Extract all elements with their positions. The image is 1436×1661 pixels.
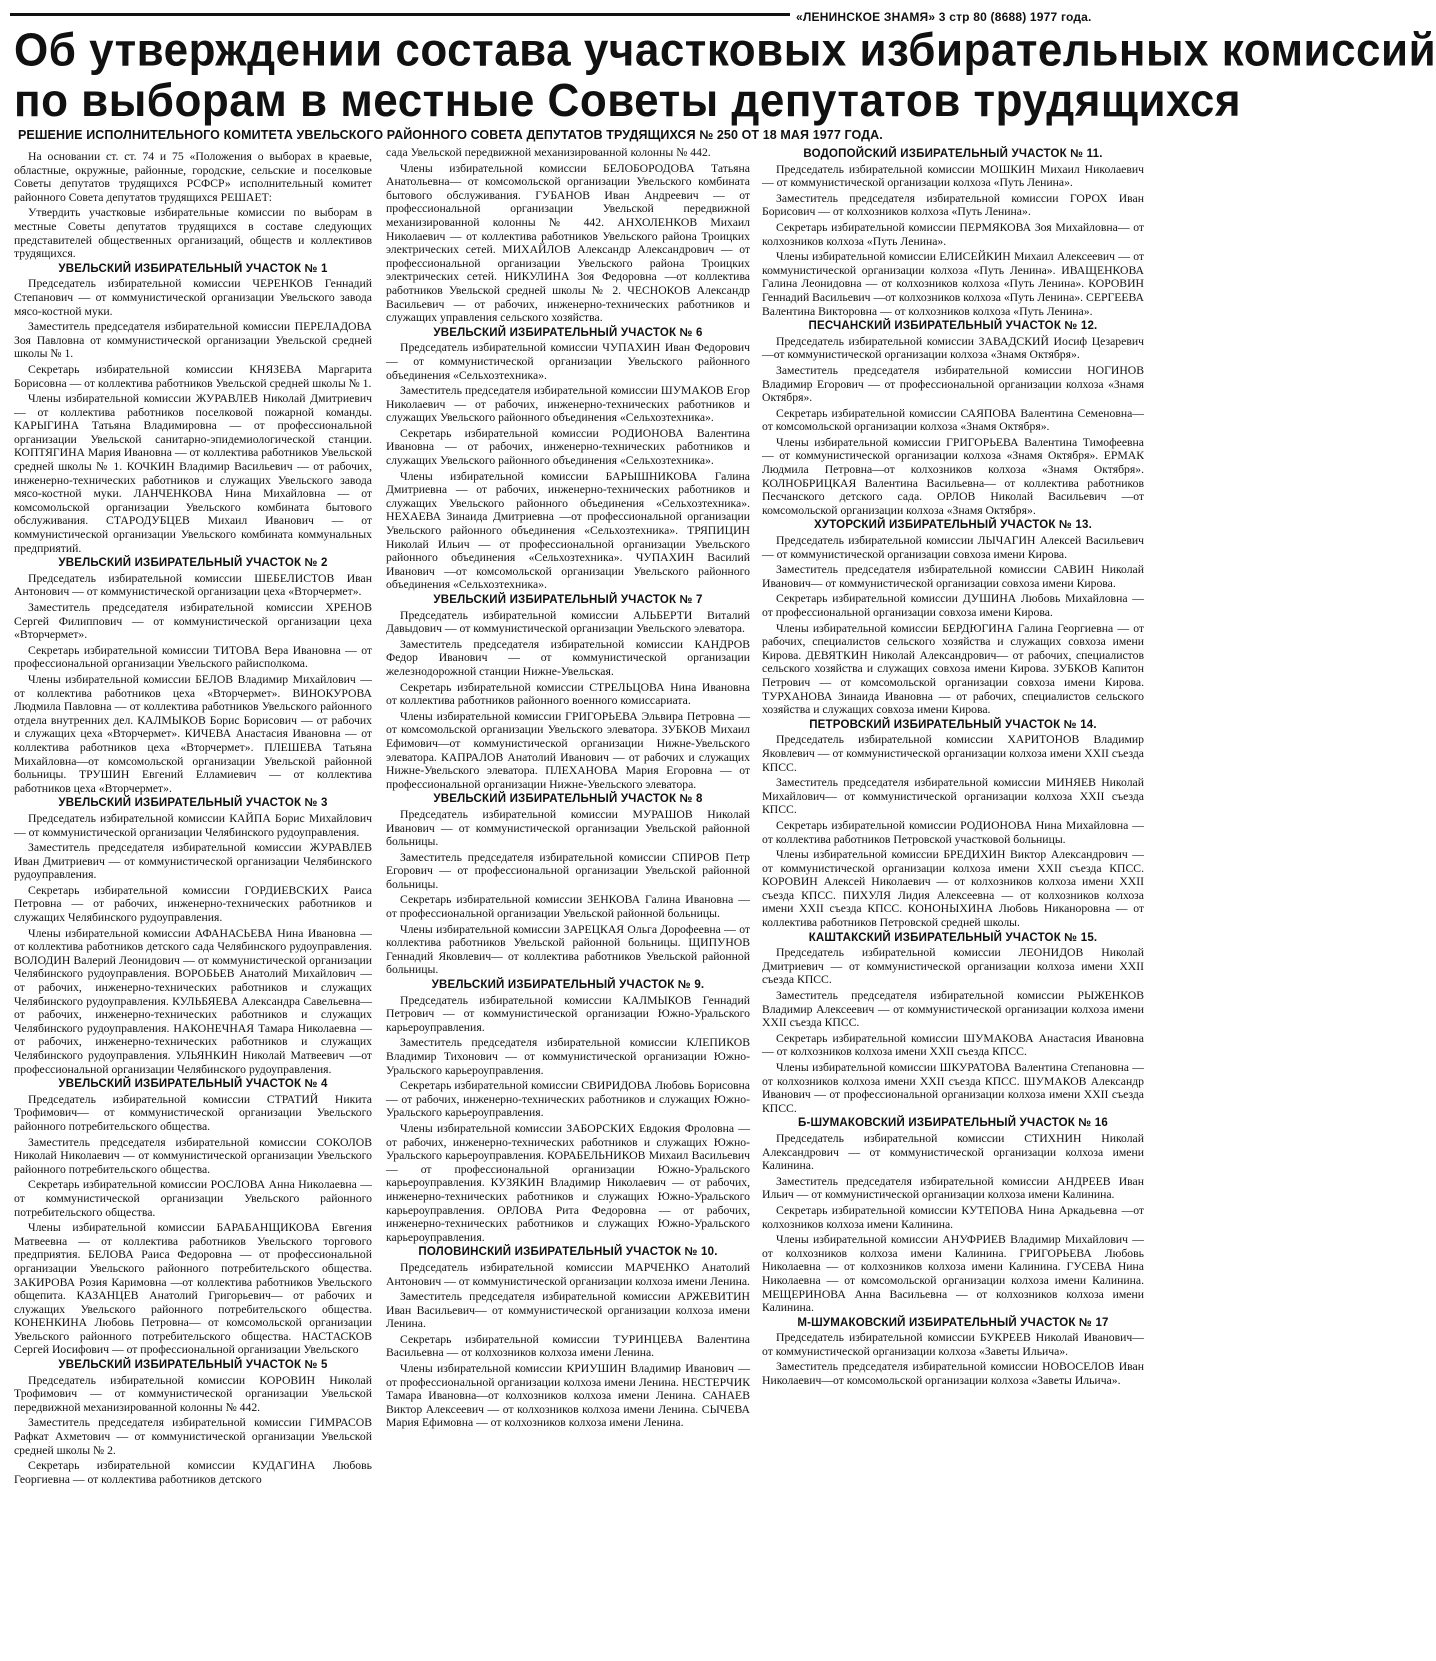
paragraph: Члены избирательной комиссии ГРИГОРЬЕВА Эльвира Петровна — от комсомольской организации Увельского элеватора. ЗУБКОВ Михаил Ефимович—от коммунистической организации Нижне-Увельского элеватора. КАПРАЛОВ Анатолий Иванович — от рабочих и служащих Нижне-Увельского элеватора. ПЛЕХАНОВА Мария Егоровна — от профессиональной организации Нижне-Увельского элеватора. bbox=[386, 709, 750, 791]
section-title: ПЕСЧАНСКИЙ ИЗБИРАТЕЛЬНЫЙ УЧАСТОК № 12. bbox=[808, 320, 1098, 333]
paragraph: Председатель избирательной комиссии АЛЬБЕРТИ Виталий Давыдович — от коммунистической организации Увельского элеватора. bbox=[386, 608, 750, 636]
section-title: ХУТОРСКИЙ ИЗБИРАТЕЛЬНЫЙ УЧАСТОК № 13. bbox=[814, 519, 1092, 532]
paragraph: Заместитель председателя избирательной комиссии МИНЯЕВ Николай Михайлович— от коммунистической организации колхоза XXII съезда КПСС. bbox=[762, 776, 1144, 817]
paragraph: Заместитель председателя избирательной комиссии РЫЖЕНКОВ Владимир Алексеевич — от коммунистической организации колхоза имени XXII съезда КПСС. bbox=[762, 989, 1144, 1030]
paragraph: Члены избирательной комиссии БАРАБАНЩИКОВА Евгения Матвеевна — от коллектива работников Увельского торгового предприятия. БЕЛОВА Раиса Федоровна — от профессиональной организации Увельского районного потребительского общества. ЗАКИРОВА Розия Каримовна —от коллектива работников Увельского общепита. КАЗАНЦЕВ Анатолий Григорьевич— от рабочих и служащих Увельского районного потребительского общества. КОНЕНКИНА Любовь Петровна— от комсомольской организации Увельского районного потребительского общества. НАСТАСКОВ Сергей Иосифович — от профессиональной организации Увельского bbox=[14, 1221, 372, 1357]
paragraph: Председатель избирательной комиссии МАРЧЕНКО Анатолий Антонович — от коммунистической организации колхоза имени Ленина. bbox=[386, 1260, 750, 1288]
section-title: УВЕЛЬСКИЙ ИЗБИРАТЕЛЬНЫЙ УЧАСТОК № 7 bbox=[433, 594, 703, 606]
paragraph: Секретарь избирательной комиссии РОДИОНОВА Валентина Ивановна — от рабочих, инженерно-технических работников и служащих Увельского районного объединения «Сельхозтехника». bbox=[386, 426, 750, 468]
paragraph: Члены избирательной комиссии АНУФРИЕВ Владимир Михайлович — от колхозников колхоза имени Калинина. ГРИГОРЬЕВА Любовь Николаевна — от колхозников колхоза имени Калинина. ГУСЕВА Нина Николаевна — от комсомольской организации колхоза имени Калинина. МЕЩЕРИНОВА Анна Васильевна — от колхозников колхоза имени Калинина. bbox=[762, 1233, 1144, 1315]
paragraph: Председатель избирательной комиссии ЛЫЧАГИН Алексей Васильевич — от коммунистической организации совхоза имени Кирова. bbox=[762, 534, 1144, 561]
paragraph: Секретарь избирательной комиссии ТУРИНЦЕВА Валентина Васильевна — от колхозников колхоза имени Ленина. bbox=[386, 1332, 750, 1360]
paragraph: Секретарь избирательной комиссии РОДИОНОВА Нина Михайловна — от коллектива работников Петровской участковой больницы. bbox=[762, 818, 1144, 846]
section-title: УВЕЛЬСКИЙ ИЗБИРАТЕЛЬНЫЙ УЧАСТОК № 9. bbox=[431, 979, 705, 992]
paragraph: Председатель избирательной комиссии ЛЕОНИДОВ Николай Дмитриевич — от коммунистической организации колхоза имени XXII съезда КПСС. bbox=[762, 946, 1144, 987]
subheadline: РЕШЕНИЕ ИСПОЛНИТЕЛЬНОГО КОМИТЕТА УВЕЛЬСКОГО РАЙОННОГО СОВЕТА ДЕПУТАТОВ ТРУДЯЩИХСЯ № 250 ОТ 18 МАЯ 1977 ГОДА. bbox=[18, 128, 883, 142]
section-title: УВЕЛЬСКИЙ ИЗБИРАТЕЛЬНЫЙ УЧАСТОК № 6 bbox=[433, 326, 703, 339]
paragraph: Члены избирательной комиссии БЕРДЮГИНА Галина Георгиевна — от рабочих, специалистов сельского хозяйства и служащих совхоза имени Кирова. ДЕВЯТКИН Николай Александрович— от рабочих, специалистов сельского хозяйства и служащих совхоза имени Кирова. ЗУБКОВ Капитон Петрович — от комсомольской организации совхоза имени Кирова. ТУРХАНОВА Зинаида Ивановна — от рабочих, специалистов сельского хозяйства и служащих совхоза имени Кирова. bbox=[762, 621, 1144, 717]
paragraph: Секретарь избирательной комиссии ТИТОВА Вера Ивановна — от профессиональной организации Увельского райисполкома. bbox=[14, 643, 372, 671]
paragraph: Секретарь избирательной комиссии КУТЕПОВА Нина Аркадьевна —от колхозников колхоза имени Калинина. bbox=[762, 1203, 1144, 1231]
column-2 bbox=[386, 146, 750, 1646]
paragraph: Председатель избирательной комиссии МУРАШОВ Николай Иванович — от коммунистической организации Увельской районной больницы. bbox=[386, 807, 750, 849]
paragraph: Заместитель председателя избирательной комиссии ХРЕНОВ Сергей Филиппович — от коммунистической организации цеха «Вторчермет». bbox=[14, 601, 372, 642]
paragraph: Члены избирательной комиссии ШКУРАТОВА Валентина Степановна —от колхозников колхоза имени XXII съезда КПСС. ШУМАКОВ Александр Иванович — от профессиональной организации колхоза имени XXII съезда КПСС. bbox=[762, 1061, 1144, 1115]
paragraph: Заместитель председателя избирательной комиссии АНДРЕЕВ Иван Ильич — от коммунистической организации колхоза имени Калинина. bbox=[762, 1174, 1144, 1202]
paragraph: Утвердить участковые избирательные комиссии по выборам в местные Советы депутатов трудящихся в составе следующих представителей общественных организаций, обществ и коллективов трудящихся. bbox=[14, 206, 372, 261]
paragraph: Секретарь избирательной комиссии ДУШИНА Любовь Михайловна — от профессиональной организации совхоза имени Кирова. bbox=[762, 592, 1144, 619]
paragraph: Председатель избирательной комиссии ЧУПАХИН Иван Федорович — от коммунистической организации Увельского районного объединения «Сельхозтехника». bbox=[386, 341, 750, 382]
section-title: Б-ШУМАКОВСКИЙ ИЗБИРАТЕЛЬНЫЙ УЧАСТОК № 16 bbox=[798, 1117, 1108, 1130]
masthead: «ЛЕНИНСКОЕ ЗНАМЯ» 3 стр 80 (8688) 1977 года. bbox=[796, 10, 1092, 24]
paragraph: Заместитель председателя избирательной комиссии ПЕРЕЛАДОВА Зоя Павловна от коммунистической организации Увельской средней школы № 1. bbox=[14, 320, 372, 361]
section-title: УВЕЛЬСКИЙ ИЗБИРАТЕЛЬНЫЙ УЧАСТОК № 2 bbox=[58, 557, 328, 570]
paragraph: Члены избирательной комиссии АФАНАСЬЕВА Нина Ивановна — от коллектива работников детского сада Челябинского рудоуправления. ВОЛОДИН Валерий Леонидович — от коммунистической организации Челябинского рудоуправления. ВОРОБЬЕВ Анатолий Михайлович — от рабочих, инженерно-технических работников и служащих Челябинского рудоуправления. КУЛЬБЯЕВА Александра Савельевна—от рабочих, инженерно-технических работников и служащих Челябинского рудоуправления. НАКОНЕЧНАЯ Тамара Николаевна — от рабочих, инженерно-технических работников и служащих Челябинского рудоуправления. УЛЬЯНКИН Николай Матвеевич —от профессиональной организации Челябинского рудоуправления. bbox=[14, 926, 372, 1076]
paragraph: Секретарь избирательной комиссии ГОРДИЕВСКИХ Раиса Петровна — от рабочих, инженерно-технических работников и служащих Челябинского рудоуправления. bbox=[14, 883, 372, 925]
paragraph: На основании ст. ст. 74 и 75 «Положения о выборах в краевые, областные, окружные, районные, городские, сельские и поселковые Советы депутатов трудящихся РСФСР» исполнительный комитет районного Совета депутатов трудящихся РЕШАЕТ: bbox=[14, 150, 372, 204]
paragraph: Председатель избирательной комиссии СТИХНИН Николай Александрович — от коммунистической организации колхоза имени Калинина. bbox=[762, 1131, 1144, 1173]
paragraph: Заместитель председателя избирательной комиссии ГОРОХ Иван Борисович — от колхозников колхоза «Путь Ленина». bbox=[762, 191, 1144, 219]
section-title: УВЕЛЬСКИЙ ИЗБИРАТЕЛЬНЫЙ УЧАСТОК № 1 bbox=[58, 262, 328, 275]
headline bbox=[14, 24, 1436, 127]
paragraph: Секретарь избирательной комиссии СВИРИДОВА Любовь Борисовна — от рабочих, инженерно-технических работников и служащих Южно-Уральского карьероуправления. bbox=[386, 1079, 750, 1120]
section-title: ВОДОПОЙСКИЙ ИЗБИРАТЕЛЬНЫЙ УЧАСТОК № 11. bbox=[803, 148, 1103, 160]
paragraph: Председатель избирательной комиссии КАЛМЫКОВ Геннадий Петрович — от коммунистической организации Южно-Уральского карьероуправления. bbox=[386, 993, 750, 1034]
section-title: УВЕЛЬСКИЙ ИЗБИРАТЕЛЬНЫЙ УЧАСТОК № 4 bbox=[58, 1078, 328, 1091]
section-title: ПЕТРОВСКИЙ ИЗБИРАТЕЛЬНЫЙ УЧАСТОК № 14. bbox=[809, 718, 1097, 731]
paragraph: Члены избирательной комиссии ЖУРАВЛЕВ Николай Дмитриевич — от коллектива работников поселковой пожарной команды. КАРЫГИНА Татьяна Владимировна — от профессиональной организации Увельской санитарно-эпидемиологической станции. КОПТЯГИНА Мария Ивановна — от коллектива работников Увельской средней школы № 1. КОЧКИН Владимир Васильевич — от рабочих, инженерно-технических работников и служащих Увельского завода мясо-костной муки. ЛАНЧЕНКОВА Нина Михайловна — от комсомольской организации Увельского комбината бытового обслуживания. СТАРОДУБЦЕВ Михаил Иванович — от коммунистической организации Увельского комбината коммунальных предприятий. bbox=[14, 392, 372, 555]
paragraph: Председатель избирательной комиссии ШЕБЕЛИСТОВ Иван Антонович — от коммунистической организации цеха «Вторчермет». bbox=[14, 571, 372, 599]
section-title: ПОЛОВИНСКИЙ ИЗБИРАТЕЛЬНЫЙ УЧАСТОК № 10. bbox=[418, 1246, 718, 1259]
paragraph: Секретарь избирательной комиссии РОСЛОВА Анна Николаевна — от коммунистической организации Увельского районного потребительского общества. bbox=[14, 1178, 372, 1219]
column-1 bbox=[14, 150, 372, 1650]
paragraph: Заместитель председателя избирательной комиссии ГИМРАСОВ Рафкат Ахметович — от коммунистической организации Увельской средней школы № 2. bbox=[14, 1416, 372, 1457]
paragraph: Заместитель председателя избирательной комиссии СОКОЛОВ Николай Николаевич — от коммунистической организации Увельского районного потребительского общества. bbox=[14, 1135, 372, 1176]
paragraph: Заместитель председателя избирательной комиссии АРЖЕВИТИН Иван Васильевич— от коммунистической организации колхоза имени Ленина. bbox=[386, 1290, 750, 1331]
paragraph: Председатель избирательной комиссии КОРОВИН Николай Трофимович — от коммунистической организации Увельской передвижной механизированной колонны № 442. bbox=[14, 1373, 372, 1414]
paragraph: Члены избирательной комиссии БРЕДИХИН Виктор Александрович — от коммунистической организации колхоза имени XXII съезда КПСС. КОРОВИН Алексей Николаевич — от колхозников колхоза имени XXII съезда КПСС. ПИХУЛЯ Лидия Алексеевна — от колхозников колхоза имени XXII съезда КПСС. КОНОНЫХИНА Любовь Никаноровна — от коллектива работников Петровской средней школы. bbox=[762, 848, 1144, 930]
paragraph: Председатель избирательной комиссии СТРАТИЙ Никита Трофимович— от коммунистической организации Увельского районного потребительского общества. bbox=[14, 1092, 372, 1133]
paragraph: Члены избирательной комиссии ГРИГОРЬЕВА Валентина Тимофеевна — от коммунистической организации колхоза «Знамя Октября». ЕРМАК Людмила Петровна—от колхозников колхоза «Знамя Октября». КОЛНОБРИЦКАЯ Валентина Васильевна— от коллектива работников Песчанского детского сада. ОРЛОВ Николай Васильевич —от комсомольской организации колхоза «Знамя Октября». bbox=[762, 435, 1144, 517]
section-title: КАШТАКСКИЙ ИЗБИРАТЕЛЬНЫЙ УЧАСТОК № 15. bbox=[808, 931, 1098, 944]
paragraph: Секретарь избирательной комиссии КУДАГИНА Любовь Георгиевна — от коллектива работников детского bbox=[14, 1459, 372, 1486]
paragraph: Председатель избирательной комиссии КАЙПА Борис Михайлович — от коммунистической организации Челябинского рудоуправления. bbox=[14, 811, 372, 839]
paragraph: сада Увельской передвижной механизированной колонны № 442. bbox=[386, 146, 711, 159]
paragraph: Заместитель председателя избирательной комиссии САВИН Николай Иванович— от коммунистической организации совхоза имени Кирова. bbox=[762, 563, 1144, 590]
section-title: УВЕЛЬСКИЙ ИЗБИРАТЕЛЬНЫЙ УЧАСТОК № 8 bbox=[433, 793, 703, 806]
paragraph: Заместитель председателя избирательной комиссии КАНДРОВ Федор Иванович — от коммунистической организации железнодорожной станции Нижне-Увельская. bbox=[386, 637, 750, 678]
column-3 bbox=[762, 146, 1144, 1646]
paragraph: Секретарь избирательной комиссии ШУМАКОВА Анастасия Ивановна — от колхозников колхоза имени XXII съезда КПСС. bbox=[762, 1031, 1144, 1059]
paragraph: Председатель избирательной комиссии ЗАВАДСКИЙ Иосиф Цезаревич —от коммунистической организации колхоза «Знамя Октября». bbox=[762, 334, 1144, 362]
section-title: УВЕЛЬСКИЙ ИЗБИРАТЕЛЬНЫЙ УЧАСТОК № 5 bbox=[58, 1359, 328, 1372]
paragraph: Члены избирательной комиссии КРИУШИН Владимир Иванович — от профессиональной организации колхоза имени Ленина. НЕСТЕРЧИК Тамара Ивановна—от колхозников колхоза имени Ленина. САНАЕВ Виктор Алексеевич — от колхозников колхоза имени Ленина. СЫЧЕВА Мария Ефимовна — от колхозников колхоза имени Ленина. bbox=[386, 1362, 750, 1430]
section-title: УВЕЛЬСКИЙ ИЗБИРАТЕЛЬНЫЙ УЧАСТОК № 3 bbox=[58, 797, 328, 810]
paragraph: Секретарь избирательной комиссии САЯПОВА Валентина Семеновна— от комсомольской организации колхоза «Знамя Октября». bbox=[762, 406, 1144, 434]
paragraph: Члены избирательной комиссии БАРЫШНИКОВА Галина Дмитриевна — от рабочих, инженерно-технических работников и служащих Увельского районного объединения «Сельхозтехника». НЕХАЕВА Зинаида Дмитриевна —от профессиональной организации Увельского районного объединения «Сельхозтехника». ТРЯПИЦИН Николай Ильич — от профессиональной организации Увельского районного объединения «Сельхозтехника». ЧУПАХИН Василий Иванович —от комсомольской организации Увельского районного объединения «Сельхозтехника». bbox=[386, 469, 750, 592]
paragraph: Заместитель председателя избирательной комиссии ЖУРАВЛЕВ Иван Дмитриевич — от коммунистической организации Челябинского рудоуправления. bbox=[14, 841, 372, 882]
paragraph: Председатель избирательной комиссии МОШКИН Михаил Николаевич — от коммунистической организации колхоза «Путь Ленина». bbox=[762, 162, 1144, 190]
paragraph: Члены избирательной комиссии ЗАБОРСКИХ Евдокия Фроловна — от рабочих, инженерно-технических работников и служащих Южно-Уральского карьероуправления. КОРАБЕЛЬНИКОВ Михаил Васильевич — от профессиональной организации Южно-Уральского карьероуправления. КУЗЯКИН Владимир Николаевич — от рабочих, инженерно-технических работников и служащих Южно-Уральского карьероуправления. ОРЛОВА Рита Федоровна — от рабочих, инженерно-технических работников и служащих Южно-Уральского карьероуправления. bbox=[386, 1121, 750, 1244]
paragraph: Заместитель председателя избирательной комиссии ШУМАКОВ Егор Николаевич — от рабочих, инженерно-технических работников и служащих Увельского районного объединения «Сельхозтехника». bbox=[386, 384, 750, 425]
paragraph: Заместитель председателя избирательной комиссии КЛЕПИКОВ Владимир Тихонович — от коммунистической организации Южно-Уральского карьероуправления. bbox=[386, 1036, 750, 1077]
paragraph: Секретарь избирательной комиссии КНЯЗЕВА Маргарита Борисовна — от коллектива работников Увельской средней школы № 1. bbox=[14, 362, 372, 390]
paragraph: Заместитель председателя избирательной комиссии НОГИНОВ Владимир Егорович — от профессиональной организации колхоза «Знамя Октября». bbox=[762, 363, 1144, 405]
headline-line-2: по выборам в местные Советы депутатов трудящихся bbox=[14, 74, 1242, 127]
paragraph: Члены избирательной комиссии БЕЛОВ Владимир Михайлович — от коллектива работников цеха «Вторчермет». ВИНОКУРОВА Людмила Павловна — от коллектива работников Увельского районного отдела внутренних дел. КАЛМЫКОВ Борис Борисович — от рабочих и служащих цеха «Вторчермет». КИЧЕВА Анастасия Ивановна — от коллектива работников цеха «Вторчермет». ПЛЕШЕВА Татьяна Михайловна—от комсомольской организации Увельской районной больницы. ТРУШИН Евгений Елламиевич — от коллектива работников цеха «Вторчермет». bbox=[14, 672, 372, 795]
section-title: М-ШУМАКОВСКИЙ ИЗБИРАТЕЛЬНЫЙ УЧАСТОК № 17 bbox=[797, 1316, 1109, 1329]
headline-line-1: Об утверждении состава участковых избирательных комиссий bbox=[14, 24, 1436, 76]
paragraph: Заместитель председателя избирательной комиссии НОВОСЕЛОВ Иван Николаевич—от комсомольской организации колхоза «Заветы Ильича». bbox=[762, 1360, 1144, 1388]
paragraph: Председатель избирательной комиссии БУКРЕЕВ Николай Иванович— от коммунистической организации колхоза «Заветы Ильича». bbox=[762, 1331, 1144, 1358]
paragraph: Председатель избирательной комиссии ЧЕРЕНКОВ Геннадий Степанович — от коммунистической организации Увельского завода мясо-костной муки. bbox=[14, 277, 372, 318]
paragraph: Председатель избирательной комиссии ХАРИТОНОВ Владимир Яковлевич — от коммунистической организации колхоза имени XXII съезда КПСС. bbox=[762, 733, 1144, 774]
paragraph: Секретарь избирательной комиссии СТРЕЛЬЦОВА Нина Ивановна от коллектива работников районного военного комиссариата. bbox=[386, 680, 750, 708]
paragraph: Заместитель председателя избирательной комиссии СПИРОВ Петр Егорович — от профессиональной организации Увельской районной больницы. bbox=[386, 850, 750, 891]
paragraph: Члены избирательной комиссии ЗАРЕЦКАЯ Ольга Дорофеевна — от коллектива работников Увельской районной больницы. ЩИПУНОВ Геннадий Яковлевич— от коллектива работников Увельской районной больницы. bbox=[386, 922, 750, 977]
top-rule bbox=[10, 13, 790, 16]
paragraph: Члены избирательной комиссии БЕЛОБОРОДОВА Татьяна Анатольевна— от комсомольской организации Увельского комбината бытового обслуживания. ГУБАНОВ Иван Андреевич — от профессиональной организации Увельской передвижной механизированной колонны № 442. АНХОЛЕНКОВ Михаил Николаевич — от коллектива работников Увельского района Троицких электрических сетей. МИХАЙЛОВ Александр Александрович — от профессиональной организации Увельского района Троицких электрических сетей. НИКУЛИНА Зоя Федоровна —от коллектива работников Увельской средней школы № 2. ЧЕСНОКОВ Александр Васильевич — от рабочих, инженерно-технических работников и служащих управления сельского хозяйства. bbox=[386, 161, 750, 325]
paragraph: Члены избирательной комиссии ЕЛИСЕЙКИН Михаил Алексеевич — от коммунистической организации колхоза «Путь Ленина». ИВАЩЕНКОВА Галина Леонидовна — от колхозников колхоза «Путь Ленина». КОРОВИН Геннадий Васильевич —от колхозников колхоза «Путь Ленина». СЕРГЕЕВА Валентина Викторовна — от колхозников колхоза «Путь Ленина». bbox=[762, 250, 1144, 318]
paragraph: Секретарь избирательной комиссии ПЕРМЯКОВА Зоя Михайловна— от колхозников колхоза «Путь Ленина». bbox=[762, 220, 1144, 248]
paragraph: Секретарь избирательной комиссии ЗЕНКОВА Галина Ивановна — от профессиональной организации Увельской районной больницы. bbox=[386, 893, 750, 921]
